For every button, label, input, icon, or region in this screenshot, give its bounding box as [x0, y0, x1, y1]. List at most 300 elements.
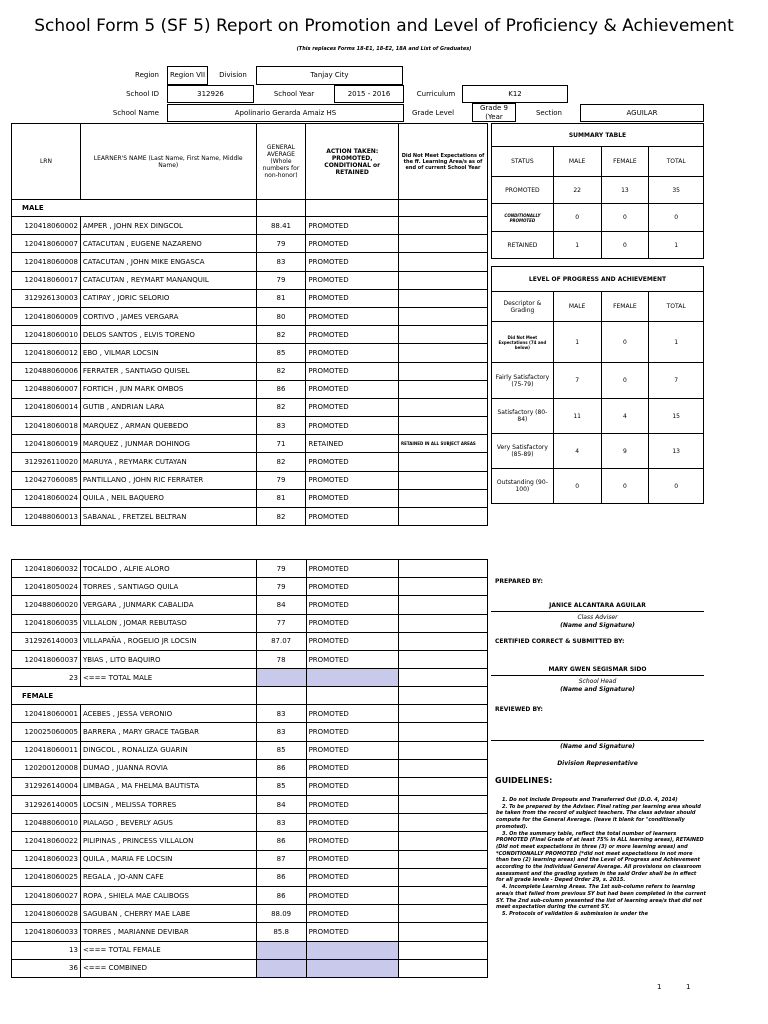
curriculum-label: Curriculum [416, 89, 456, 98]
progress-male: 0 [553, 469, 601, 504]
guidelines-list [496, 797, 706, 918]
progress-rows [492, 322, 704, 504]
did-not-meet-areas [399, 759, 488, 777]
did-not-meet-areas [399, 560, 488, 578]
action-taken: PROMOTED [306, 307, 399, 325]
learner-row [12, 850, 488, 868]
section-field[interactable]: AGUILAR [580, 104, 704, 122]
learner-lrn: 120488060020 [12, 596, 81, 614]
summary-total: 35 [649, 177, 704, 204]
learner-row [12, 723, 488, 741]
did-not-meet-areas [399, 471, 488, 489]
summary-status: PROMOTED [492, 177, 554, 204]
progress-female: 0 [601, 469, 649, 504]
progress-descriptor: Did Not Meet Expectations (74 and below) [492, 322, 554, 363]
did-not-meet-areas [399, 380, 488, 398]
summary-header-male: MALE [553, 147, 601, 177]
did-not-meet-areas [399, 398, 488, 416]
action-taken: PROMOTED [306, 235, 399, 253]
learner-name: VILLAPAÑA , ROGELIO JR LOCSIN [80, 632, 256, 650]
curriculum-field[interactable]: K12 [462, 85, 568, 103]
action-taken: PROMOTED [306, 832, 399, 850]
school-name-label: School Name [112, 108, 159, 117]
action-taken: PROMOTED [306, 289, 399, 307]
learner-name: CATIPAY , JORIC SELORIO [80, 289, 256, 307]
learner-row [12, 632, 488, 650]
did-not-meet-areas [399, 723, 488, 741]
learner-row [12, 471, 488, 489]
progress-row [492, 434, 704, 469]
did-not-meet-areas [399, 217, 488, 235]
action-taken: PROMOTED [306, 741, 399, 759]
general-average: 86 [256, 759, 306, 777]
summary-status: RETAINED [492, 232, 554, 259]
general-average: 79 [256, 471, 306, 489]
action-taken: PROMOTED [306, 453, 399, 471]
learner-name: CATACUTAN , EUGENE NAZARENO [80, 235, 256, 253]
did-not-meet-areas [399, 614, 488, 632]
general-average: 82 [256, 362, 306, 380]
learner-name: CORTIVO , JAMES VERGARA [80, 307, 256, 325]
general-average: 84 [256, 596, 306, 614]
male-rows-page2 [12, 560, 488, 669]
general-average: 87 [256, 850, 306, 868]
did-not-meet-areas [399, 796, 488, 814]
progress-row [492, 322, 704, 363]
learner-lrn: 120427060085 [12, 471, 81, 489]
learner-name: LOCSIN , MELISSA TORRES [80, 796, 256, 814]
learner-row [12, 814, 488, 832]
action-taken: PROMOTED [306, 489, 399, 507]
learner-lrn: 120488060007 [12, 380, 81, 398]
summary-row [492, 177, 704, 204]
head-signature-line [491, 675, 704, 676]
learner-lrn: 312926140004 [12, 777, 81, 795]
general-average: 81 [256, 489, 306, 507]
learner-row [12, 289, 488, 307]
did-not-meet-areas [399, 307, 488, 325]
progress-total: 13 [649, 434, 704, 469]
progress-descriptor: Outstanding (90-100) [492, 469, 554, 504]
general-average: 82 [256, 453, 306, 471]
school-head-name: MARY GWEN SEGISMAR SIDO [548, 666, 647, 673]
learner-name: PIALAGO , BEVERLY AGUS [80, 814, 256, 832]
school-year-field[interactable]: 2015 - 2016 [334, 85, 404, 103]
page-number-left: 1 [657, 983, 662, 991]
action-taken: PROMOTED [306, 632, 399, 650]
reviewer-name-sig-caption: (Name and Signature) [560, 743, 635, 750]
learner-name: MARQUEZ , ARMAN QUEBEDO [80, 417, 256, 435]
learner-lrn: 120418060025 [12, 868, 81, 886]
did-not-meet-areas [399, 326, 488, 344]
learner-name: QUILA , MARIA FE LOCSIN [80, 850, 256, 868]
learner-row [12, 796, 488, 814]
learner-name: DUMAO , JUANNA ROVIA [80, 759, 256, 777]
action-taken: PROMOTED [306, 596, 399, 614]
learner-row [12, 380, 488, 398]
learner-row [12, 923, 488, 941]
learner-name: FERRATER , SANTIAGO QUISEL [80, 362, 256, 380]
general-average: 86 [256, 868, 306, 886]
action-taken: PROMOTED [306, 887, 399, 905]
learner-row [12, 435, 488, 453]
prepared-by-label: PREPARED BY: [495, 578, 543, 585]
did-not-meet-areas [399, 508, 488, 526]
grade-level-label: Grade Level [411, 108, 455, 117]
action-taken: PROMOTED [306, 326, 399, 344]
general-average: 79 [256, 578, 306, 596]
general-average: 85.8 [256, 923, 306, 941]
did-not-meet-areas [399, 741, 488, 759]
progress-row [492, 469, 704, 504]
did-not-meet-areas [399, 632, 488, 650]
action-taken: PROMOTED [306, 723, 399, 741]
guideline-item: 3. On the summary table, reflect the total number of learners PROMOTED (Final Grade of at least 75% in ALL learning areas), RETAINED (Did not meet expectations in three (3) or more learning areas) and *CONDITIONALLY PROMOTED (*did not meet expectations in not more than two (2) learning areas) and the Level of Progress and Achievement according to the individual General Average. All provisions on classroom assessment and the grading system in the said Order shall be in effect for all grade levels - Deped Order 29, s. 2015. [496, 830, 704, 884]
action-taken: PROMOTED [306, 560, 399, 578]
combined-label: <=== COMBINED [80, 959, 256, 977]
action-taken: PROMOTED [306, 923, 399, 941]
learner-row [12, 887, 488, 905]
action-taken: PROMOTED [306, 614, 399, 632]
learner-name: PANTILLANO , JOHN RIC FERRATER [80, 471, 256, 489]
learners-table-top [11, 123, 488, 526]
male-rows-page1 [12, 217, 488, 526]
school-id-label: School ID [126, 89, 159, 98]
form-subtitle: (This replaces Forms 18-E1, 18-E2, 18A and List of Graduates) [296, 46, 472, 52]
learner-row [12, 326, 488, 344]
did-not-meet-areas [399, 850, 488, 868]
action-taken: PROMOTED [306, 578, 399, 596]
learner-row [12, 596, 488, 614]
did-not-meet-areas [399, 362, 488, 380]
general-average: 79 [256, 560, 306, 578]
learner-name: VILLALON , JOMAR REBUTASO [80, 614, 256, 632]
learner-name: REGALA , JO-ANN CAFE [80, 868, 256, 886]
summary-male: 1 [553, 232, 601, 259]
learner-lrn: 120418060032 [12, 560, 81, 578]
general-average: 83 [256, 417, 306, 435]
progress-total: 0 [649, 469, 704, 504]
learner-row [12, 398, 488, 416]
learner-name: TOCALDO , ALFIE ALORO [80, 560, 256, 578]
learner-lrn: 120418060009 [12, 307, 81, 325]
did-not-meet-areas [399, 344, 488, 362]
progress-row [492, 363, 704, 399]
region-field[interactable]: Region VII [167, 66, 208, 85]
reviewer-signature-line [491, 740, 704, 741]
learner-name: TORRES , MARIANNE DEVIBAR [80, 923, 256, 941]
col-lrn: LRN [12, 124, 81, 200]
did-not-meet-areas [399, 489, 488, 507]
col-learner-name: LEARNER'S NAME (Last Name, First Name, Middle Name) [80, 124, 256, 200]
learner-name: PILIPINAS , PRINCESS VILLALON [80, 832, 256, 850]
col-general-average: GENERAL AVERAGE (Whole numbers for non-honor) [256, 124, 306, 200]
did-not-meet-areas [399, 235, 488, 253]
learner-lrn: 120418060022 [12, 832, 81, 850]
learner-name: VERGARA , JUNMARK CABALIDA [80, 596, 256, 614]
learner-name: TORRES , SANTIAGO QUILA [80, 578, 256, 596]
adviser-name: JANICE ALCANTARA AGUILAR [549, 602, 646, 609]
general-average: 78 [256, 650, 306, 668]
did-not-meet-areas [399, 868, 488, 886]
progress-total: 7 [649, 363, 704, 399]
general-average: 86 [256, 832, 306, 850]
learner-row [12, 560, 488, 578]
adviser-role: Class Adviser [577, 614, 618, 621]
summary-status: CONDITIONALLY PROMOTED [492, 204, 554, 232]
progress-female: 4 [601, 399, 649, 434]
learner-row [12, 271, 488, 289]
action-taken: PROMOTED [306, 705, 399, 723]
progress-total: 1 [649, 322, 704, 363]
action-taken: PROMOTED [306, 905, 399, 923]
general-average: 79 [256, 271, 306, 289]
guideline-item: 4. Incomplete Learning Areas. The 1st sub-column refers to learning area/s that failed from previous SY but had been completed in the current SY. The 2nd sub-column presented the list of learning area/s that did not meet expectation during the current SY. [496, 884, 706, 911]
action-taken: PROMOTED [306, 777, 399, 795]
learner-row [12, 235, 488, 253]
learner-row [12, 741, 488, 759]
male-section-label: MALE [12, 200, 257, 217]
combined-count: 36 [12, 959, 81, 977]
did-not-meet-areas [399, 905, 488, 923]
division-label: Division [219, 70, 247, 79]
learner-lrn: 120418060017 [12, 271, 81, 289]
action-taken: RETAINED [306, 435, 399, 453]
learner-lrn: 120418060019 [12, 435, 81, 453]
general-average: 85 [256, 741, 306, 759]
head-name-sig-caption: (Name and Signature) [560, 686, 635, 693]
general-average: 87.07 [256, 632, 306, 650]
progress-header-desc: Descriptor & Grading [492, 292, 554, 322]
grade-level-field[interactable]: Grade 9 (Year [472, 103, 516, 122]
general-average: 77 [256, 614, 306, 632]
action-taken: PROMOTED [306, 759, 399, 777]
learner-lrn: 120488060010 [12, 814, 81, 832]
summary-row [492, 204, 704, 232]
learner-lrn: 120488060013 [12, 508, 81, 526]
action-taken: PROMOTED [306, 868, 399, 886]
guideline-item: 5. Protocols of validation & submission is under the [502, 910, 648, 917]
general-average: 84 [256, 796, 306, 814]
general-average: 83 [256, 814, 306, 832]
school-id-field[interactable]: 312926 [167, 85, 254, 103]
learner-row [12, 868, 488, 886]
learner-lrn: 120200120008 [12, 759, 81, 777]
learner-name: MARQUEZ , JUNMAR DOHINOG [80, 435, 256, 453]
learner-lrn: 120418060018 [12, 417, 81, 435]
action-taken: PROMOTED [306, 796, 399, 814]
learner-lrn: 120418060033 [12, 923, 81, 941]
learner-lrn: 120418060008 [12, 253, 81, 271]
did-not-meet-areas [399, 253, 488, 271]
adviser-signature-line [491, 611, 704, 612]
action-taken: PROMOTED [306, 271, 399, 289]
summary-female: 0 [601, 204, 649, 232]
total-male-label: <=== TOTAL MALE [80, 669, 256, 687]
summary-title: SUMMARY TABLE [492, 124, 704, 147]
learner-name: BARRERA , MARY GRACE TAGBAR [80, 723, 256, 741]
learner-name: CATACUTAN , REYMART MANANQUIL [80, 271, 256, 289]
action-taken: PROMOTED [306, 417, 399, 435]
did-not-meet-areas [399, 417, 488, 435]
learner-name: LIMBAGA , MA FHELMA BAUTISTA [80, 777, 256, 795]
learner-name: MARUYA , REYMARK CUTAYAN [80, 453, 256, 471]
female-rows [12, 705, 488, 941]
learner-row [12, 508, 488, 526]
progress-descriptor: Very Satisfactory (85-89) [492, 434, 554, 469]
learner-row [12, 489, 488, 507]
summary-female: 0 [601, 232, 649, 259]
learner-lrn: 312926110020 [12, 453, 81, 471]
summary-rows [492, 177, 704, 259]
summary-total: 0 [649, 204, 704, 232]
action-taken: PROMOTED [306, 850, 399, 868]
form-title: School Form 5 (SF 5) Report on Promotion and Level of Proficiency & Achievement [34, 17, 734, 36]
learner-lrn: 312926140005 [12, 796, 81, 814]
summary-header-total: TOTAL [649, 147, 704, 177]
guideline-item: 1. Do not include Dropouts and Transferred Out (D.O. 4, 2014) [502, 797, 678, 803]
learner-row [12, 344, 488, 362]
learner-row [12, 705, 488, 723]
adviser-name-sig-caption: (Name and Signature) [560, 622, 635, 629]
progress-descriptor: Fairly Satisfactory (75-79) [492, 363, 554, 399]
progress-female: 0 [601, 322, 649, 363]
learner-lrn: 120418060007 [12, 235, 81, 253]
action-taken: PROMOTED [306, 471, 399, 489]
section-label: Section [535, 108, 562, 117]
summary-table [491, 123, 704, 259]
learner-lrn: 120418060011 [12, 741, 81, 759]
action-taken: PROMOTED [306, 217, 399, 235]
did-not-meet-areas [399, 814, 488, 832]
learner-name: SAGUBAN , CHERRY MAE LABE [80, 905, 256, 923]
did-not-meet-areas [399, 887, 488, 905]
learner-lrn: 120418060002 [12, 217, 81, 235]
female-section-label: FEMALE [12, 687, 257, 705]
learner-row [12, 832, 488, 850]
general-average: 86 [256, 380, 306, 398]
learner-lrn: 120418050024 [12, 578, 81, 596]
guidelines-title: GUIDELINES: [495, 776, 553, 785]
page-number-right: 1 [686, 983, 691, 991]
progress-male: 1 [553, 322, 601, 363]
learner-name: AMPER , JOHN REX DINGCOL [80, 217, 256, 235]
learner-row [12, 417, 488, 435]
learner-lrn: 120488060006 [12, 362, 81, 380]
summary-header-status: STATUS [492, 147, 554, 177]
progress-total: 15 [649, 399, 704, 434]
summary-total: 1 [649, 232, 704, 259]
action-taken: PROMOTED [306, 344, 399, 362]
learner-name: GUTIB , ANDRIAN LARA [80, 398, 256, 416]
learner-lrn: 120418060024 [12, 489, 81, 507]
did-not-meet-areas [399, 596, 488, 614]
learner-row [12, 307, 488, 325]
learner-name: ACEBES , JESSA VERONIO [80, 705, 256, 723]
learner-lrn: 312926140003 [12, 632, 81, 650]
did-not-meet-areas [399, 578, 488, 596]
progress-table [491, 266, 704, 504]
action-taken: PROMOTED [306, 253, 399, 271]
learner-lrn: 120418060035 [12, 614, 81, 632]
school-head-role: School Head [578, 678, 617, 685]
reviewed-by-label: REVIEWED BY: [495, 706, 543, 713]
learner-row [12, 650, 488, 668]
learner-name: EBO , VILMAR LOCSIN [80, 344, 256, 362]
did-not-meet-areas [399, 289, 488, 307]
general-average: 83 [256, 723, 306, 741]
action-taken: PROMOTED [306, 380, 399, 398]
learner-lrn: 120418060001 [12, 705, 81, 723]
school-name-field[interactable]: Apolinario Gerarda Amaiz HS [167, 104, 404, 122]
progress-row [492, 399, 704, 434]
progress-female: 9 [601, 434, 649, 469]
general-average: 82 [256, 398, 306, 416]
learner-lrn: 312926130003 [12, 289, 81, 307]
general-average: 85 [256, 777, 306, 795]
learner-row [12, 253, 488, 271]
learner-name: DINGCOL , RONALIZA GUARIN [80, 741, 256, 759]
learner-lrn: 120418060012 [12, 344, 81, 362]
did-not-meet-areas [399, 923, 488, 941]
certified-label: CERTIFIED CORRECT & SUBMITTED BY: [495, 638, 625, 645]
total-male-count: 23 [12, 669, 81, 687]
progress-male: 7 [553, 363, 601, 399]
did-not-meet-areas [399, 832, 488, 850]
progress-header-male: MALE [553, 292, 601, 322]
learner-name: FORTICH , JUN MARK OMBOS [80, 380, 256, 398]
did-not-meet-areas [399, 705, 488, 723]
general-average: 86 [256, 887, 306, 905]
learner-row [12, 614, 488, 632]
general-average: 81 [256, 289, 306, 307]
general-average: 85 [256, 344, 306, 362]
summary-row [492, 232, 704, 259]
division-field[interactable]: Tanjay City [256, 66, 403, 85]
learner-row [12, 362, 488, 380]
learner-name: QUILA , NEIL BAQUERO [80, 489, 256, 507]
progress-female: 0 [601, 363, 649, 399]
division-representative: Division Representative [557, 760, 638, 767]
total-female-count: 13 [12, 941, 81, 959]
learner-lrn: 120418060037 [12, 650, 81, 668]
did-not-meet-areas [399, 650, 488, 668]
action-taken: PROMOTED [306, 508, 399, 526]
learner-lrn: 120418060010 [12, 326, 81, 344]
did-not-meet-areas [399, 777, 488, 795]
general-average: 71 [256, 435, 306, 453]
general-average: 82 [256, 326, 306, 344]
general-average: 88.41 [256, 217, 306, 235]
region-label: Region [135, 70, 159, 79]
general-average: 80 [256, 307, 306, 325]
progress-descriptor: Satisfactory (80-84) [492, 399, 554, 434]
school-year-label: School Year [273, 89, 315, 98]
learner-row [12, 578, 488, 596]
progress-male: 11 [553, 399, 601, 434]
learner-row [12, 777, 488, 795]
guideline-item: 2. To be prepared by the Adviser. Final rating per learning area should be taken from the record of subject teachers. The class adviser should compute for the General Average. (leave it blank for "conditionally promoted). [496, 803, 701, 830]
summary-male: 0 [553, 204, 601, 232]
total-female-label: <=== TOTAL FEMALE [80, 941, 256, 959]
did-not-meet-areas [399, 271, 488, 289]
summary-male: 22 [553, 177, 601, 204]
learner-name: CATACUTAN , JOHN MIKE ENGASCA [80, 253, 256, 271]
col-action-taken: ACTION TAKEN: PROMOTED, CONDITIONAL or RETAINED [306, 124, 399, 200]
learner-name: DELOS SANTOS , ELVIS TORENO [80, 326, 256, 344]
learner-row [12, 905, 488, 923]
progress-title: LEVEL OF PROGRESS AND ACHIEVEMENT [492, 267, 704, 292]
